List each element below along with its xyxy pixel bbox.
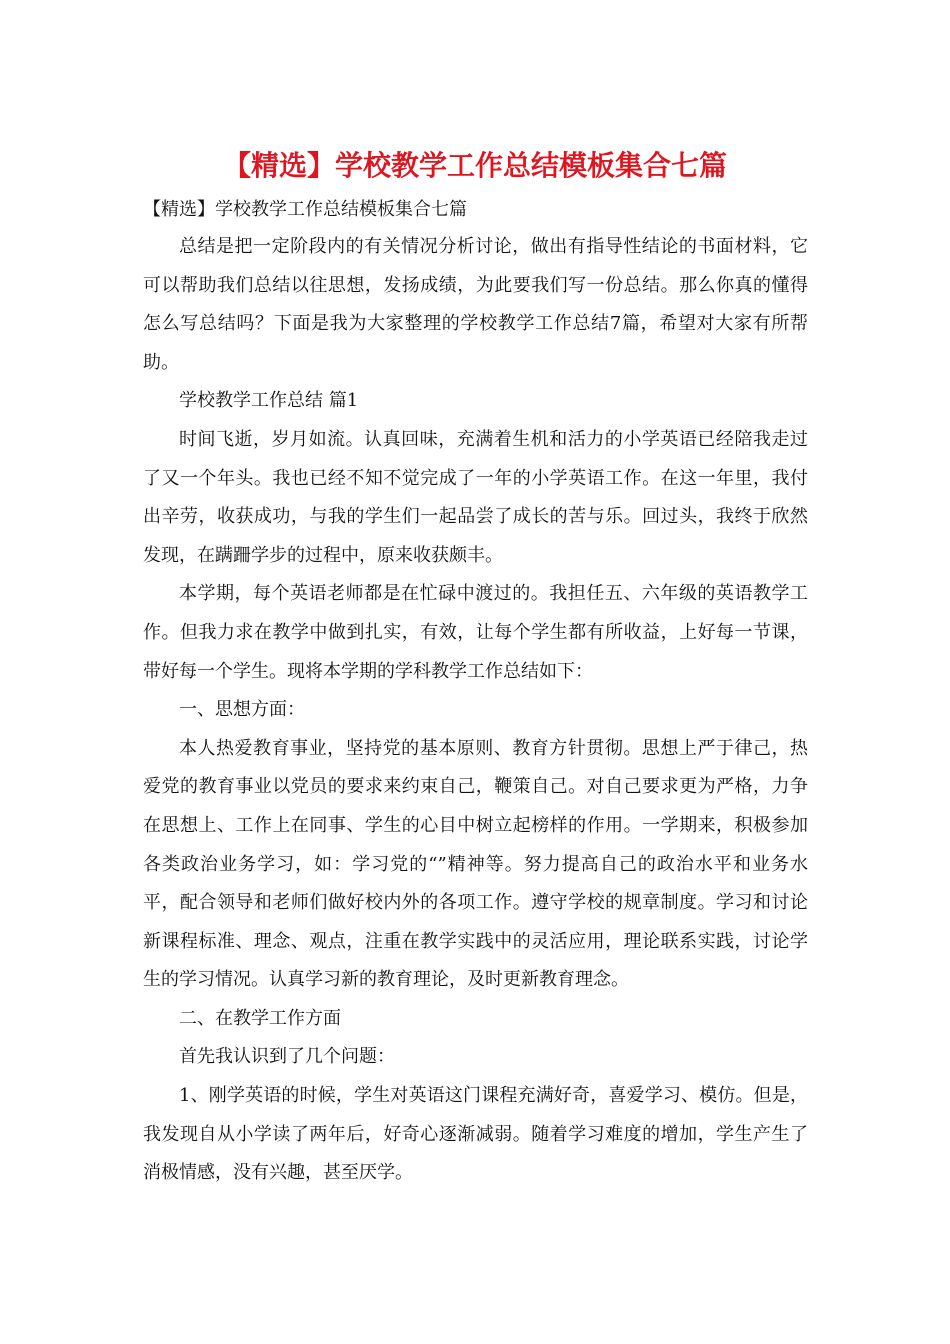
paragraph: 本学期，每个英语老师都是在忙碌中渡过的。我担任五、六年级的英语教学工作。但我力求在教学中做到扎实，有效，让每个学生都有所收益，上好每一节课，带好每一个学生。现将本学期的学科教学工作总结如下： xyxy=(143,583,808,682)
document-subtitle: 【精选】学校教学工作总结模板集合七篇 xyxy=(143,199,467,220)
paragraph: 本人热爱教育事业，坚持党的基本原则、教育方针贯彻。思想上严于律己，热爱党的教育事业以党员的要求来约束自己，鞭策自己。对自己要求更为严格，力争在思想上、工作上在同事、学生的心目中树立起榜样的作用。一学期来，积极参加各类政治业务学习，如：学习党的“”精神等。努力提高自己的政治水平和业务水平，配合领导和老师们做好校内外的各项工作。遵守学校的规章制度。学习和讨论新课程标准、理念、观点，注重在教学实践中的灵活应用，理论联系实践，讨论学生的学习情况。认真学习新的教育理论，及时更新教育理念。 xyxy=(143,737,808,991)
paragraph-intro: 总结是把一定阶段内的有关情况分析讨论，做出有指导性结论的书面材料，它可以帮助我们总结以往思想，发扬成绩，为此要我们写一份总结。那么你真的懂得怎么写总结吗？下面是我为大家整理的学校教学工作总结7篇，希望对大家有所帮助。 xyxy=(143,236,808,373)
section-heading-thought: 一、思想方面： xyxy=(179,699,305,721)
paragraph: 1、刚学英语的时候，学生对英语这门课程充满好奇，喜爱学习、模仿。但是，我发现自从小学读了两年后，好奇心逐渐减弱。随着学习难度的增加，学生产生了消极情感，没有兴趣，甚至厌学。 xyxy=(143,1085,808,1184)
paragraph: 首先我认识到了几个问题： xyxy=(179,1046,395,1068)
section-heading-teaching: 二、在教学工作方面 xyxy=(179,1007,341,1029)
document-body xyxy=(143,228,808,1193)
paragraph: 时间飞逝，岁月如流。认真回味，充满着生机和活力的小学英语已经陪我走过了又一个年头。我也已经不知不觉完成了一年的小学英语工作。在这一年里，我付出辛劳，收获成功，与我的学生们一起品尝了成长的苦与乐。回过头，我终于欣然发现，在蹒跚学步的过程中，原来收获颇丰。 xyxy=(143,428,808,566)
section-heading-part-1: 学校教学工作总结 篇1 xyxy=(179,390,359,412)
document-title: 【精选】学校教学工作总结模板集合七篇 xyxy=(222,149,727,182)
